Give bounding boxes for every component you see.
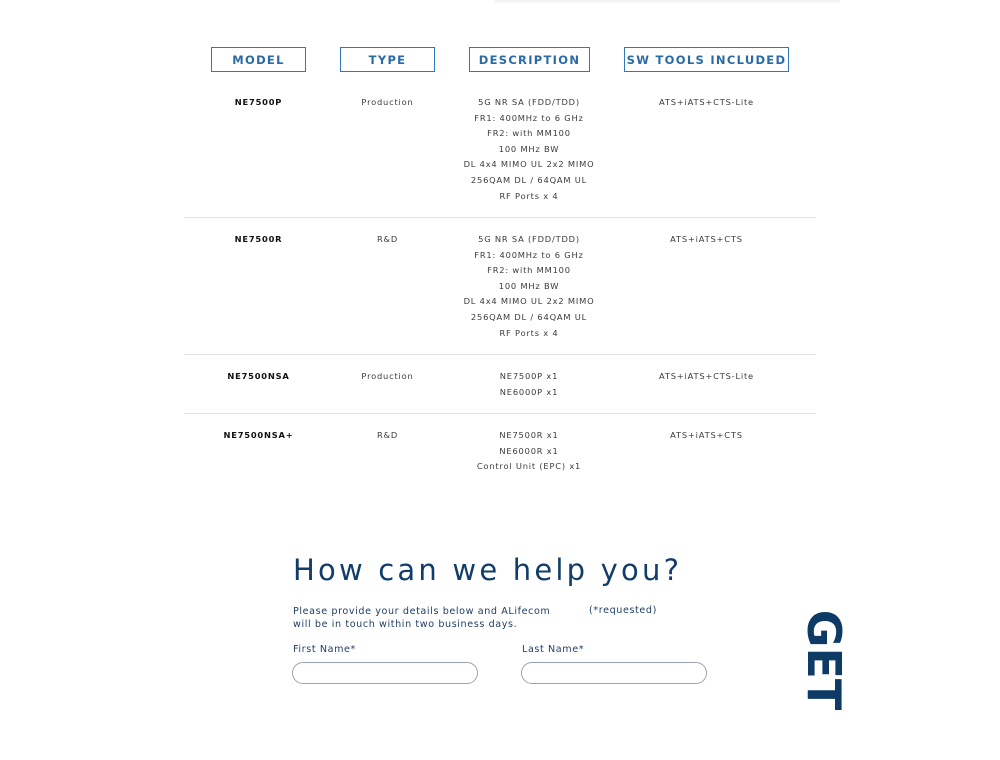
model-cell: NE7500NSA: [227, 371, 290, 381]
description-line: DL 4x4 MIMO UL 2x2 MIMO: [463, 159, 595, 170]
description-line: 5G NR SA (FDD/TDD): [478, 97, 580, 107]
type-cell: R&D: [376, 234, 399, 244]
description-line: RF Ports x 4: [499, 327, 559, 338]
header-description: DESCRIPTION: [469, 47, 590, 72]
required-note: (*requested): [589, 605, 657, 616]
tools-cell: ATS+iATS+CTS-Lite: [659, 371, 754, 381]
last-name-label: Last Name*: [522, 644, 585, 655]
first-name-field[interactable]: [292, 662, 478, 684]
row-divider: [184, 354, 816, 355]
type-cell: Production: [361, 371, 414, 381]
description-cell: [460, 369, 598, 400]
description-line: 256QAM DL / 64QAM UL: [470, 174, 588, 185]
side-get-in-touch-text: [797, 560, 851, 711]
first-name-label: First Name*: [293, 644, 356, 655]
row-divider: [184, 413, 816, 414]
description-line: NE7500P x1: [499, 371, 559, 381]
description-line: FR1: 400MHz to 6 GHz: [474, 112, 584, 123]
description-line: NE7500R x1: [499, 430, 559, 440]
model-cell: NE7500P: [234, 97, 283, 107]
description-line: FR2: with MM100: [487, 265, 571, 276]
description-line: Control Unit (EPC) x1: [476, 461, 582, 472]
description-cell: [460, 428, 598, 475]
header-sw-tools: SW TOOLS INCLUDED: [624, 47, 789, 72]
help-intro-text: Please provide your details below and ALifecom will be in touch within two business days.: [293, 606, 551, 630]
last-name-field[interactable]: [521, 662, 707, 684]
description-cell: [460, 95, 598, 204]
description-cell: [460, 232, 598, 341]
tools-cell: ATS+iATS+CTS: [670, 234, 743, 244]
description-line: 5G NR SA (FDD/TDD): [478, 234, 580, 244]
header-model: MODEL: [211, 47, 306, 72]
model-cell: NE7500R: [234, 234, 283, 244]
description-line: NE6000P x1: [499, 386, 559, 397]
description-line: DL 4x4 MIMO UL 2x2 MIMO: [463, 296, 595, 307]
description-line: NE6000R x1: [499, 445, 559, 456]
description-line: 256QAM DL / 64QAM UL: [470, 311, 588, 322]
description-line: RF Ports x 4: [499, 190, 559, 201]
description-line: 100 MHz BW: [498, 280, 560, 291]
tools-cell: ATS+iATS+CTS: [670, 430, 743, 440]
type-cell: R&D: [376, 430, 399, 440]
description-line: 100 MHz BW: [498, 143, 560, 154]
tools-cell: ATS+iATS+CTS-Lite: [659, 97, 754, 107]
row-divider: [184, 217, 816, 218]
description-line: FR2: with MM100: [487, 128, 571, 139]
model-cell: NE7500NSA+: [223, 430, 294, 440]
side-letter: GET: [797, 609, 851, 711]
top-banner-edge: [495, 0, 840, 3]
type-cell: Production: [361, 97, 414, 107]
help-heading: How can we help you?: [293, 553, 683, 587]
description-line: FR1: 400MHz to 6 GHz: [474, 249, 584, 260]
header-type: TYPE: [340, 47, 435, 72]
